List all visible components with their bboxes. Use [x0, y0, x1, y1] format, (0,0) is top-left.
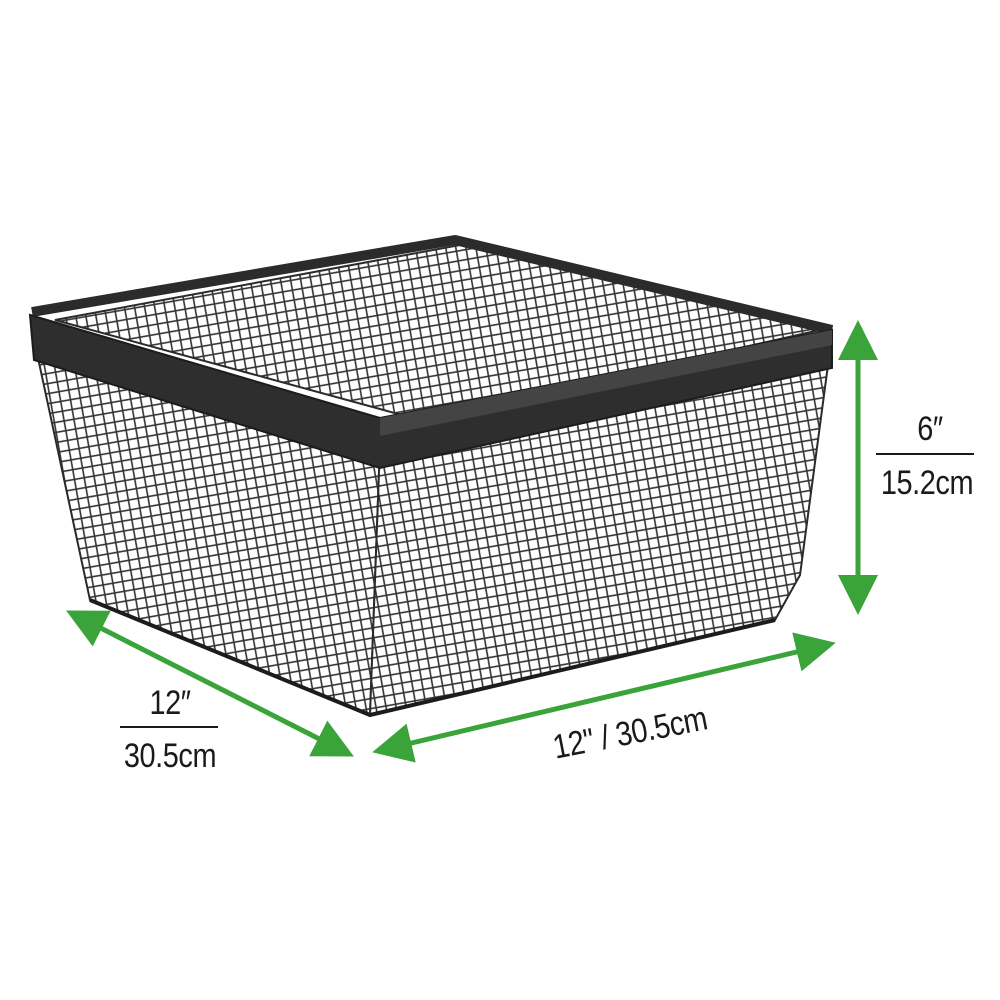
wire-mesh-basket-icon	[30, 240, 832, 715]
height-imperial-label: 6″	[917, 410, 943, 448]
width-label: 12" / 30.5cm	[549, 699, 711, 767]
height-fraction-rule	[876, 453, 974, 455]
depth-metric-label: 30.5cm	[123, 737, 217, 775]
depth-fraction-rule	[120, 726, 218, 728]
height-metric-label: 15.2cm	[880, 464, 974, 502]
depth-imperial-label: 12″	[149, 684, 191, 722]
